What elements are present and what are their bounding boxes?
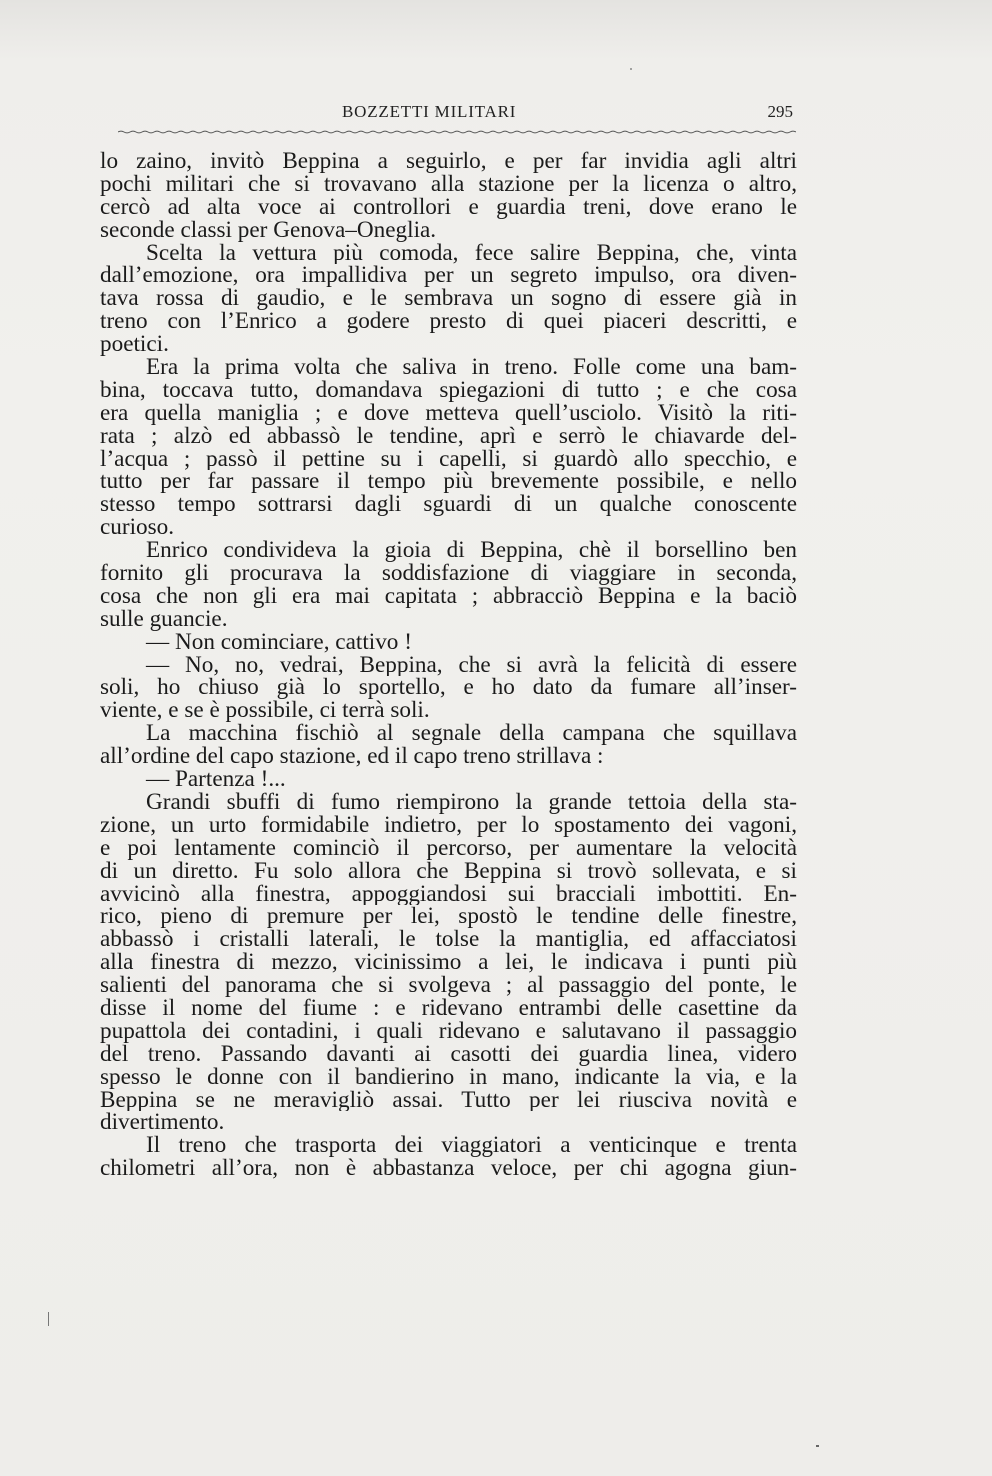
text-line: viente, e se è possibile, ci terrà soli.	[100, 699, 430, 723]
text-line: di un diretto. Fu solo allora che Beppina si trovò sollevata, e si	[100, 859, 797, 883]
text-line: era quella maniglia ; e dove metteva quell’usciolo. Visitò la riti-	[100, 401, 797, 425]
text-line: — No, no, vedrai, Beppina, che si avrà la felicità di essere	[146, 653, 797, 677]
text-line: divertimento.	[100, 1111, 225, 1135]
page-number: 295	[767, 102, 793, 121]
text-line: salienti del panorama che si svolgeva ; al passaggio del ponte, le	[100, 974, 797, 997]
text-line: l’acqua ; passò il pettine su i capelli, si guardò allo specchio, e	[100, 447, 797, 471]
text-line: del treno. Passando davanti ai casotti dei guardia linea, videro	[100, 1042, 797, 1066]
text-line: dall’emozione, ora impallidiva per un segreto impulso, ora diven-	[100, 264, 797, 288]
text-line: — Non cominciare, cattivo !	[146, 630, 412, 654]
text-line: La macchina fischiò al segnale della campana che squillava	[146, 722, 797, 746]
text-line: seconde classi per Genova–Oneglia.	[100, 218, 437, 242]
text-line: stesso tempo sottrarsi dagli sguardi di un qualche conoscente	[100, 493, 797, 517]
print-speck	[816, 1445, 819, 1447]
margin-mark	[48, 1312, 49, 1326]
text-line: tutto per far passare il tempo più brevemente possibile, e nello	[100, 470, 797, 494]
body-text	[100, 150, 797, 1180]
text-line: soli, ho chiuso già lo sportello, e ho dato da fumare all’inser-	[100, 676, 797, 700]
text-line: all’ordine del capo stazione, ed il capo treno strillava :	[100, 745, 604, 769]
text-line: poetici.	[100, 333, 169, 357]
text-line: sulle guancie.	[100, 607, 228, 631]
text-line: Grandi sbuffi di fumo riempirono la grande tettoia della sta-	[146, 790, 797, 814]
text-line: abbassò i cristalli laterali, le tolse la mantiglia, ed affacciatosi	[100, 928, 797, 952]
text-line: Enrico condivideva la gioia di Beppina, chè il borsellino ben	[146, 539, 797, 563]
text-line: rico, pieno di premure per lei, spostò le tendine delle finestre,	[100, 905, 797, 929]
running-title: BOZZETTI MILITARI	[342, 102, 517, 121]
text-line: cercò ad alta voce ai controllori e guardia treni, dove erano le	[100, 195, 797, 219]
wavy-rule-divider	[118, 128, 796, 136]
text-line: Beppina se ne meravigliò assai. Tutto per lei riusciva novità e	[100, 1088, 797, 1112]
text-line: chilometri all’ora, non è abbastanza veloce, per chi agogna giun-	[100, 1157, 797, 1181]
text-line: spesso le donne con il bandierino in mano, indicante la via, e la	[100, 1065, 797, 1089]
text-line: pupattola dei contadini, i quali ridevano e salutavano il passaggio	[100, 1019, 797, 1043]
text-line: treno con l’Enrico a godere presto di quei piaceri descritti, e	[100, 310, 797, 334]
text-line: Era la prima volta che saliva in treno. Folle come una bam-	[146, 356, 797, 379]
text-line: fornito gli procurava la soddisfazione di viaggiare in seconda,	[100, 562, 797, 585]
text-line: e poi lentamente cominciò il percorso, per aumentare la velocità	[100, 836, 797, 860]
text-line: Il treno che trasporta dei viaggiatori a venticinque e trenta	[146, 1134, 797, 1158]
text-line: pochi militari che si trovavano alla stazione per la licenza o altro,	[100, 172, 797, 196]
text-line: avvicinò alla finestra, appoggiandosi sui bracciali imbottiti. En-	[100, 882, 797, 906]
text-line: tava rossa di gaudio, e le sembrava un sogno di essere già in	[100, 287, 797, 311]
print-speck	[630, 68, 632, 70]
text-line: disse il nome del fiume : e ridevano entrambi delle casettine da	[100, 996, 797, 1020]
text-line: lo zaino, invitò Beppina a seguirlo, e per far invidia agli altri	[100, 150, 797, 173]
text-line: alla finestra di mezzo, vicinissimo a lei, le indicava i punti più	[100, 951, 797, 975]
text-line: rata ; alzò ed abbassò le tendine, aprì e serrò le chiavarde del-	[100, 424, 797, 448]
text-line: zione, un urto formidabile indietro, per lo spostamento dei vagoni,	[100, 813, 797, 837]
text-line: — Partenza !...	[146, 768, 286, 791]
text-line: curioso.	[100, 516, 175, 540]
text-line: cosa che non gli era mai capitata ; abbracciò Beppina e la baciò	[100, 584, 797, 608]
page-header	[100, 102, 797, 126]
text-line: Scelta la vettura più comoda, fece salire Beppina, che, vinta	[146, 241, 797, 265]
text-line: bina, toccava tutto, domandava spiegazioni di tutto ; e che cosa	[100, 378, 797, 402]
